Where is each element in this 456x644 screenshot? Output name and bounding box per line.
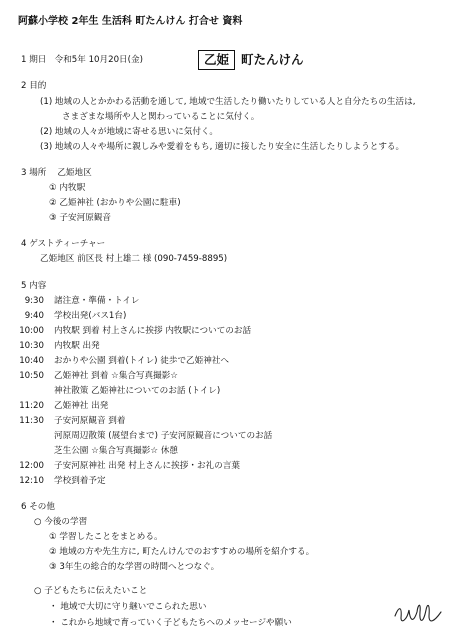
message-bullet-2: ・ これから地域で育っていく子どもたちへのメッセージや願い [49, 618, 292, 628]
schedule-time: 10:50 [19, 371, 44, 381]
schedule-row [0, 475, 106, 487]
section-6-label: 6 その他 [21, 502, 55, 512]
area-name: 乙姫地区 [57, 168, 92, 178]
place-2: ② 乙姫神社 (おかりや公園に駐車) [49, 198, 181, 208]
schedule-row [0, 370, 178, 382]
schedule-desc: 学校出発(バス1台) [54, 311, 127, 321]
section-5-label: 5 内容 [21, 281, 47, 291]
schedule-row [0, 385, 220, 397]
schedule-row [0, 325, 251, 337]
section-2-label: 2 目的 [21, 81, 47, 91]
event-name: 町たんけん [241, 52, 304, 67]
section-1-label: 1 期日 [21, 55, 47, 65]
schedule-row [0, 415, 125, 427]
schedule-desc: 内牧駅 出発 [54, 341, 100, 351]
schedule-desc: 神社散策 乙姫神社についてのお話 (トイレ) [54, 386, 221, 396]
purpose-1-cont: さまざまな場所や人と関わっていることに気付く。 [62, 112, 260, 122]
schedule-time: 12:10 [19, 476, 44, 486]
schedule-desc: 諸注意・準備・トイレ [54, 296, 140, 306]
schedule-time: 9:30 [24, 296, 44, 306]
schedule-time: 9:40 [24, 311, 44, 321]
purpose-1: (1) 地域の人とかかわる活動を通して, 地域で生活したり働いたりしている人と自分たちの生活は, [40, 97, 416, 107]
schedule-desc: おかりや公園 到着(トイレ) 徒歩で乙姫神社へ [54, 356, 230, 366]
schedule-row [0, 355, 229, 367]
event-date: 令和5年 10月20日(金) [54, 55, 143, 65]
future-item-2: ② 地域の方や先生方に, 町たんけんでのおすすめの場所を紹介する。 [49, 547, 315, 557]
schedule-desc: 乙姫神社 到着 ☆集合写真撮影☆ [54, 371, 178, 381]
section-3-place [21, 167, 92, 179]
schedule-time: 10:30 [19, 341, 44, 351]
future-item-1: ① 学習したことをまとめる。 [49, 532, 163, 542]
future-item-3: ③ 3年生の総合的な学習の時間へとつなぐ。 [49, 562, 220, 572]
handwritten-signature [393, 598, 445, 628]
section-3-label: 3 場所 [21, 168, 47, 178]
boxed-area-name: 乙姫 [198, 50, 235, 70]
message-bullet-1: ・ 地域で大切に守り継いでこられた思い [49, 602, 207, 612]
schedule-desc: 芝生公園 ☆集合写真撮影☆ 休憩 [54, 446, 178, 456]
schedule-time: 11:30 [19, 416, 44, 426]
schedule-time: 11:20 [19, 401, 44, 411]
schedule-row [0, 430, 272, 442]
future-study-heading: ○ 今後の学習 [34, 517, 88, 527]
schedule-row [0, 310, 126, 322]
purpose-2: (2) 地域の人々が地域に寄せる思いに気付く。 [40, 127, 219, 137]
document-header: 阿蘇小学校 2年生 生活科 町たんけん 打合せ 資料 [18, 16, 243, 27]
schedule-row [0, 295, 140, 307]
schedule-desc: 内牧駅 到着 村上さんに挨拶 内牧駅についてのお話 [54, 326, 252, 336]
guest-teacher: 乙姫地区 前区長 村上雄二 様 (090-7459-8895) [40, 254, 228, 264]
schedule-desc: 乙姫神社 出発 [54, 401, 109, 411]
schedule-row [0, 340, 100, 352]
schedule-time: 10:40 [19, 356, 44, 366]
schedule-time: 12:00 [19, 461, 44, 471]
schedule-desc: 子安河原観音 到着 [54, 416, 126, 426]
event-title [198, 50, 304, 70]
place-3: ③ 子安河原観音 [49, 213, 111, 223]
schedule-desc: 子安河原神社 出発 村上さんに挨拶・お礼の言葉 [54, 461, 240, 471]
schedule-time: 10:00 [19, 326, 44, 336]
message-heading: ○ 子どもたちに伝えたいこと [34, 586, 148, 596]
schedule-row [0, 400, 108, 412]
schedule-desc: 河原周辺散策 (展望台まで) 子安河原観音についてのお話 [54, 431, 273, 441]
section-4-label: 4 ゲストティーチャー [21, 239, 106, 249]
purpose-3: (3) 地域の人々や場所に親しみや愛着をもち, 適切に接したり安全に生活したりしようとする。 [40, 142, 405, 152]
schedule-desc: 学校到着予定 [54, 476, 106, 486]
schedule-row [0, 460, 240, 472]
schedule-row [0, 445, 178, 457]
place-1: ① 内牧駅 [49, 183, 86, 193]
section-1-date [21, 54, 143, 66]
